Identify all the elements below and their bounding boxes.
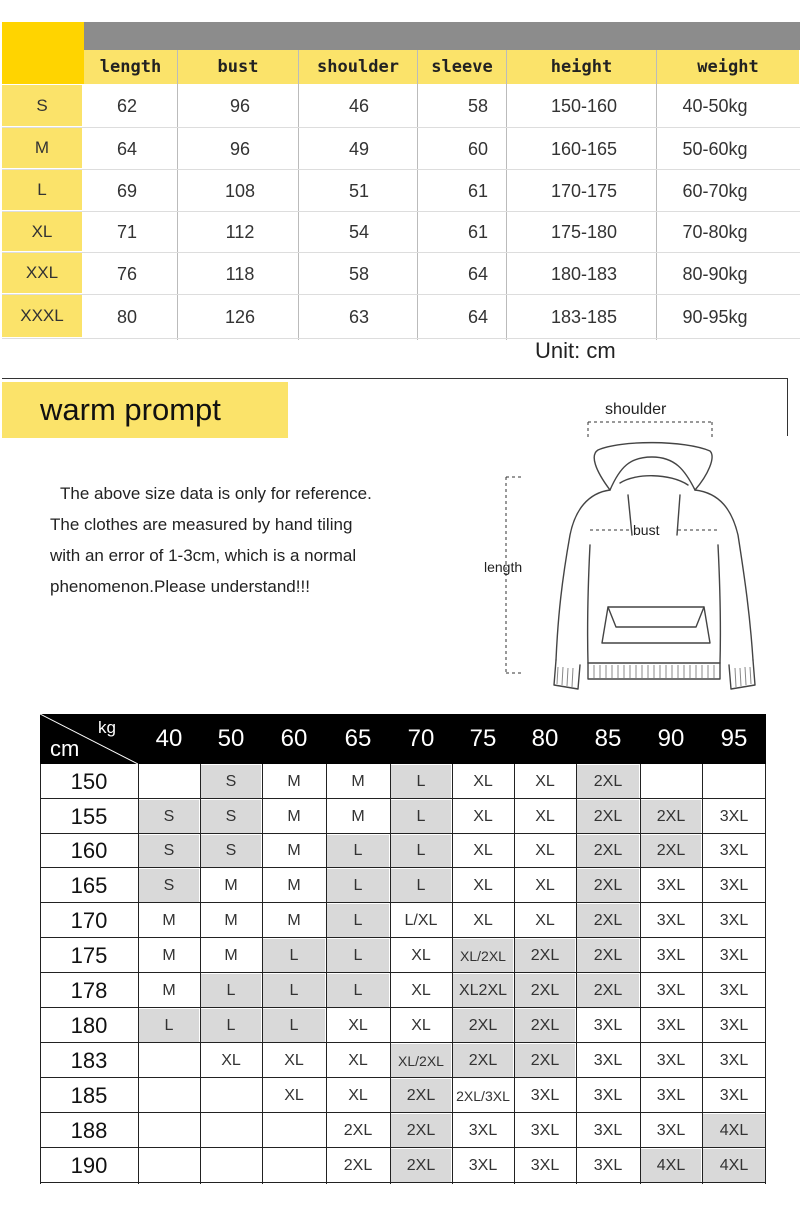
grid-row-divider xyxy=(40,972,766,973)
grid-col-divider xyxy=(765,764,766,1184)
size-cell: 40-50kg xyxy=(682,96,748,116)
size-recommendation-cell: M xyxy=(224,946,238,964)
size-col-header: sleeve xyxy=(418,50,506,84)
size-recommendation-cell: 4XL xyxy=(703,1149,765,1182)
height-row-label: 175 xyxy=(70,942,108,968)
grid-col-divider xyxy=(262,764,263,1184)
size-recommendation-cell: 2XL xyxy=(577,869,639,902)
size-recommendation-cell: M xyxy=(162,981,176,999)
size-recommendation-cell: M xyxy=(351,807,365,825)
size-cell: 61 xyxy=(467,222,489,242)
prompt-line-1: The above size data is only for reference. xyxy=(60,484,372,503)
size-cell: 170-175 xyxy=(550,180,618,201)
weight-col-header: 80 xyxy=(531,725,559,752)
height-row-label: 183 xyxy=(70,1047,108,1073)
size-recommendation-cell: 3XL xyxy=(656,1121,686,1139)
size-recommendation-cell: 3XL xyxy=(719,842,749,859)
diagram-label-length: length xyxy=(484,559,523,575)
size-recommendation-cell: XL xyxy=(473,842,493,859)
grid-row-divider xyxy=(40,798,766,799)
size-chart-header-bar xyxy=(84,22,800,50)
weight-col-header: 50 xyxy=(217,725,245,752)
grid-row-divider xyxy=(40,1007,766,1008)
size-cell: 160-165 xyxy=(550,138,618,159)
size-recommendation-cell: L xyxy=(201,1009,261,1042)
size-recommendation-cell: 3XL xyxy=(530,1121,560,1139)
size-cell: 175-180 xyxy=(550,222,618,242)
size-recommendation-cell: XL/2XL xyxy=(391,1044,451,1077)
size-recommendation-cell: XL xyxy=(348,1051,368,1069)
grid-col-divider xyxy=(390,764,391,1184)
size-recommendation-cell: 3XL xyxy=(719,1086,749,1104)
size-recommendation-cell: L xyxy=(391,800,451,833)
grid-row-divider xyxy=(40,902,766,903)
size-recommendation-cell: XL xyxy=(535,876,555,894)
size-recommendation-cell: 2XL xyxy=(515,1009,575,1042)
grid-col-divider xyxy=(576,764,577,1184)
size-recommendation-cell: XL xyxy=(473,807,493,825)
size-recommendation-cell xyxy=(263,1149,325,1182)
size-recommendation-cell xyxy=(201,1149,261,1182)
grid-col-divider xyxy=(514,764,515,1184)
weight-col-header: 40 xyxy=(155,725,183,752)
size-recommendation-cell: XL xyxy=(221,1051,241,1069)
weight-col-header: 95 xyxy=(720,725,748,752)
size-row-label: XXXL xyxy=(2,295,82,337)
size-recommendation-cell: M xyxy=(287,911,301,929)
size-recommendation-cell: 3XL xyxy=(530,1156,560,1174)
weight-col-header: 70 xyxy=(407,725,435,752)
size-recommendation-cell: 2XL xyxy=(453,1044,513,1077)
size-recommendation-cell: 2XL xyxy=(577,974,639,1007)
size-recommendation-cell: 2XL xyxy=(391,1114,451,1147)
grid-col-divider xyxy=(640,764,641,1184)
size-chart-corner xyxy=(2,22,84,84)
size-cell: 80 xyxy=(116,306,138,327)
unit-label: Unit: cm xyxy=(535,338,616,363)
size-recommendation-cell: 3XL xyxy=(593,1121,623,1139)
size-recommendation-cell: M xyxy=(351,772,365,790)
size-recommendation-cell: 3XL xyxy=(719,1051,749,1069)
size-recommendation-cell: S xyxy=(201,835,261,867)
size-recommendation-cell: 2XL xyxy=(577,765,639,798)
size-cell: 69 xyxy=(116,180,138,201)
grid-row-divider xyxy=(40,1042,766,1043)
size-recommendation-cell: 3XL xyxy=(593,1086,623,1104)
size-recommendation-cell: 2XL xyxy=(453,1009,513,1042)
size-col-header: length xyxy=(84,50,177,84)
size-recommendation-cell: L xyxy=(263,939,325,972)
height-row-label: 185 xyxy=(70,1082,108,1108)
size-recommendation-cell: L xyxy=(263,974,325,1007)
size-recommendation-cell: XL xyxy=(473,911,493,929)
height-row-label: 165 xyxy=(70,872,108,898)
size-cell: 62 xyxy=(116,96,138,116)
size-recommendation-cell: L xyxy=(139,1009,199,1042)
size-recommendation-cell: S xyxy=(201,765,261,798)
hoodie-icon xyxy=(470,395,780,705)
size-recommendation-cell xyxy=(641,765,701,798)
grid-col-divider xyxy=(40,764,41,1184)
size-recommendation-cell: L xyxy=(201,974,261,1007)
grid-row-divider xyxy=(40,1147,766,1148)
grid-col-divider xyxy=(138,764,139,1184)
section-divider xyxy=(2,378,788,379)
size-recommendation-cell: 2XL xyxy=(343,1156,373,1174)
grid-row-divider xyxy=(40,867,766,868)
size-recommendation-cell: 2XL xyxy=(577,800,639,833)
size-recommendation-cell: L xyxy=(327,904,389,937)
size-cell: 80-90kg xyxy=(682,263,748,284)
size-cell: 64 xyxy=(116,138,138,159)
size-recommendation-cell xyxy=(703,765,765,798)
size-recommendation-cell: XL xyxy=(473,772,493,790)
size-cell: 60-70kg xyxy=(682,180,748,201)
size-cell: 64 xyxy=(467,263,489,284)
size-col-header: weight xyxy=(657,50,799,84)
size-recommendation-cell: M xyxy=(162,911,176,929)
size-recommendation-cell xyxy=(263,1114,325,1147)
size-cell: 70-80kg xyxy=(682,222,748,242)
size-recommendation-cell: L xyxy=(263,1009,325,1042)
size-recommendation-cell: 4XL xyxy=(641,1149,701,1182)
size-recommendation-cell: 3XL xyxy=(719,911,749,929)
size-recommendation-cell: 3XL xyxy=(468,1121,498,1139)
size-recommendation-cell: 3XL xyxy=(656,876,686,894)
weight-col-header: 75 xyxy=(469,725,497,752)
size-recommendation-cell xyxy=(201,1114,261,1147)
grid-col-divider xyxy=(702,764,703,1184)
size-recommendation-cell: 3XL xyxy=(719,946,749,964)
grid-row-divider xyxy=(40,937,766,938)
grid-col-divider xyxy=(452,764,453,1184)
size-cell: 63 xyxy=(348,306,370,327)
diagram-label-bust: bust xyxy=(633,522,660,538)
height-row-label: 150 xyxy=(70,768,108,794)
size-recommendation-cell: M xyxy=(287,772,301,790)
size-recommendation-cell: XL2XL xyxy=(453,974,513,1007)
size-recommendation-cell: 2XL xyxy=(515,974,575,1007)
size-recommendation-cell: L xyxy=(327,939,389,972)
size-recommendation-cell: 3XL xyxy=(468,1156,498,1174)
size-cell: 96 xyxy=(229,138,251,159)
size-recommendation-cell: 3XL xyxy=(656,911,686,929)
size-recommendation-cell: XL xyxy=(411,981,431,999)
weight-col-header: 65 xyxy=(344,725,372,752)
weight-header-row xyxy=(40,714,766,764)
size-recommendation-cell: XL xyxy=(535,807,555,825)
size-cell: 126 xyxy=(224,306,256,327)
height-row-label: 160 xyxy=(70,838,108,863)
size-recommendation-cell: XL xyxy=(348,1086,368,1104)
size-cell: 49 xyxy=(348,138,370,159)
size-recommendation-cell: 3XL xyxy=(593,1016,623,1034)
size-recommendation-cell xyxy=(139,1079,199,1112)
size-recommendation-cell: 2XL xyxy=(391,1079,451,1112)
size-recommendation-cell: M xyxy=(162,946,176,964)
corner-cm-label: cm xyxy=(50,736,80,761)
size-col-header: height xyxy=(507,50,656,84)
size-recommendation-cell: XL xyxy=(348,1016,368,1034)
size-recommendation-cell: 3XL xyxy=(656,1086,686,1104)
height-row-label: 170 xyxy=(70,907,108,933)
size-cell: 58 xyxy=(348,263,370,284)
size-recommendation-cell: 3XL xyxy=(593,1156,623,1174)
size-cell: 183-185 xyxy=(550,306,618,327)
size-recommendation-cell: L xyxy=(327,869,389,902)
size-row-label: S xyxy=(2,85,82,126)
size-recommendation-cell: S xyxy=(139,835,199,867)
size-recommendation-cell: 3XL xyxy=(656,1016,686,1034)
size-recommendation-cell: 3XL xyxy=(656,1051,686,1069)
grid-row-divider xyxy=(40,1182,766,1183)
prompt-line-3: with an error of 1-3cm, which is a normal xyxy=(50,546,357,565)
size-recommendation-cell: 3XL xyxy=(530,1086,560,1104)
grid-row-divider xyxy=(40,1112,766,1113)
weight-col-header: 85 xyxy=(594,725,622,752)
size-recommendation-cell: 2XL xyxy=(515,1044,575,1077)
size-recommendation-cell: 3XL xyxy=(656,981,686,999)
height-row-label: 188 xyxy=(70,1117,108,1143)
size-recommendation-cell: M xyxy=(224,876,238,894)
size-row-label: L xyxy=(2,170,82,210)
size-recommendation-cell: 2XL xyxy=(577,904,639,937)
size-recommendation-cell: L xyxy=(391,869,451,902)
section-divider-tick xyxy=(787,378,788,436)
size-recommendation-cell: M xyxy=(287,807,301,825)
size-recommendation-cell: S xyxy=(139,869,199,902)
height-row-label: 190 xyxy=(70,1152,108,1178)
size-cell: 76 xyxy=(116,263,138,284)
size-recommendation-cell xyxy=(201,1079,261,1112)
size-cell: 118 xyxy=(225,263,255,284)
size-recommendation-cell: S xyxy=(139,800,199,833)
size-recommendation-cell: M xyxy=(224,911,238,929)
hoodie-measurement-diagram xyxy=(470,395,780,705)
size-recommendation-cell: XL xyxy=(535,842,555,859)
size-cell: 150-160 xyxy=(550,96,618,116)
diagram-label-shoulder: shoulder xyxy=(605,401,667,418)
size-cell: 112 xyxy=(225,222,255,242)
size-cell: 108 xyxy=(224,180,256,201)
size-cell: 71 xyxy=(116,222,138,242)
height-row-label: 180 xyxy=(70,1012,108,1038)
size-recommendation-cell: 3XL xyxy=(719,1016,749,1034)
size-row-label: XXL xyxy=(2,253,82,293)
prompt-line-4: phenomenon.Please understand!!! xyxy=(50,577,310,596)
size-recommendation-cell: 2XL xyxy=(391,1149,451,1182)
size-cell: 180-183 xyxy=(550,263,618,284)
size-cell: 90-95kg xyxy=(682,306,748,327)
size-recommendation-cell xyxy=(139,1114,199,1147)
weight-height-chart xyxy=(40,714,766,1184)
size-recommendation-cell xyxy=(139,765,199,798)
warm-prompt-title: warm prompt xyxy=(2,382,288,438)
size-recommendation-cell: 4XL xyxy=(703,1114,765,1147)
size-recommendation-cell: XL xyxy=(473,876,493,894)
size-cell: 61 xyxy=(467,180,489,201)
size-col-header: bust xyxy=(178,50,298,84)
weight-col-header: 90 xyxy=(657,725,685,752)
corner-kg-label: kg xyxy=(98,718,116,737)
size-recommendation-cell: XL xyxy=(535,911,555,929)
size-recommendation-cell: XL xyxy=(284,1086,304,1104)
prompt-line-2: The clothes are measured by hand tiling xyxy=(50,515,353,534)
size-recommendation-cell xyxy=(139,1149,199,1182)
size-recommendation-cell: 2XL/3XL xyxy=(456,1087,510,1104)
size-cell: 60 xyxy=(467,138,489,159)
size-recommendation-cell: L xyxy=(327,974,389,1007)
size-recommendation-cell: 2XL xyxy=(577,835,639,867)
size-col-header: shoulder xyxy=(299,50,417,84)
size-row-label: M xyxy=(2,128,82,168)
grid-row-divider xyxy=(40,1077,766,1078)
grid-row-divider xyxy=(40,833,766,834)
grid-col-divider xyxy=(200,764,201,1184)
size-recommendation-cell: L xyxy=(327,835,389,867)
size-recommendation-cell: XL xyxy=(411,946,431,964)
size-recommendation-cell: XL xyxy=(411,1016,431,1034)
size-recommendation-cell: L xyxy=(391,835,451,867)
size-recommendation-cell: XL xyxy=(535,772,555,790)
height-row-label: 178 xyxy=(70,977,108,1003)
size-recommendation-cell: 2XL xyxy=(641,800,701,833)
size-cell: 64 xyxy=(467,306,489,327)
size-recommendation-cell: XL/2XL xyxy=(453,939,513,972)
size-row-label: XL xyxy=(2,212,82,251)
size-recommendation-cell: L xyxy=(391,765,451,798)
size-cell: 96 xyxy=(229,96,251,116)
size-recommendation-cell: M xyxy=(287,876,301,894)
size-recommendation-cell: 2XL xyxy=(641,835,701,867)
size-recommendation-cell: 3XL xyxy=(719,876,749,894)
weight-col-header: 60 xyxy=(280,725,308,752)
size-cell: 46 xyxy=(348,96,370,116)
size-recommendation-cell: 3XL xyxy=(719,807,749,825)
size-recommendation-cell: L/XL xyxy=(404,911,438,929)
size-recommendation-cell: S xyxy=(201,800,261,833)
size-recommendation-cell: 3XL xyxy=(719,981,749,999)
size-cell: 54 xyxy=(348,222,370,242)
size-cell: 58 xyxy=(467,96,489,116)
height-row-label: 155 xyxy=(70,803,108,829)
size-cell: 51 xyxy=(348,180,370,201)
size-recommendation-cell: 3XL xyxy=(656,946,686,964)
size-recommendation-cell: 2XL xyxy=(515,939,575,972)
size-recommendation-cell xyxy=(139,1044,199,1077)
size-cell: 50-60kg xyxy=(682,138,748,159)
warm-prompt-text xyxy=(50,478,450,602)
size-chart xyxy=(0,0,800,345)
size-recommendation-cell: 2XL xyxy=(343,1121,373,1139)
size-recommendation-cell: 3XL xyxy=(593,1051,623,1069)
size-recommendation-cell: M xyxy=(287,842,301,859)
size-recommendation-cell: XL xyxy=(284,1051,304,1069)
size-recommendation-cell: 2XL xyxy=(577,939,639,972)
grid-col-divider xyxy=(326,764,327,1184)
